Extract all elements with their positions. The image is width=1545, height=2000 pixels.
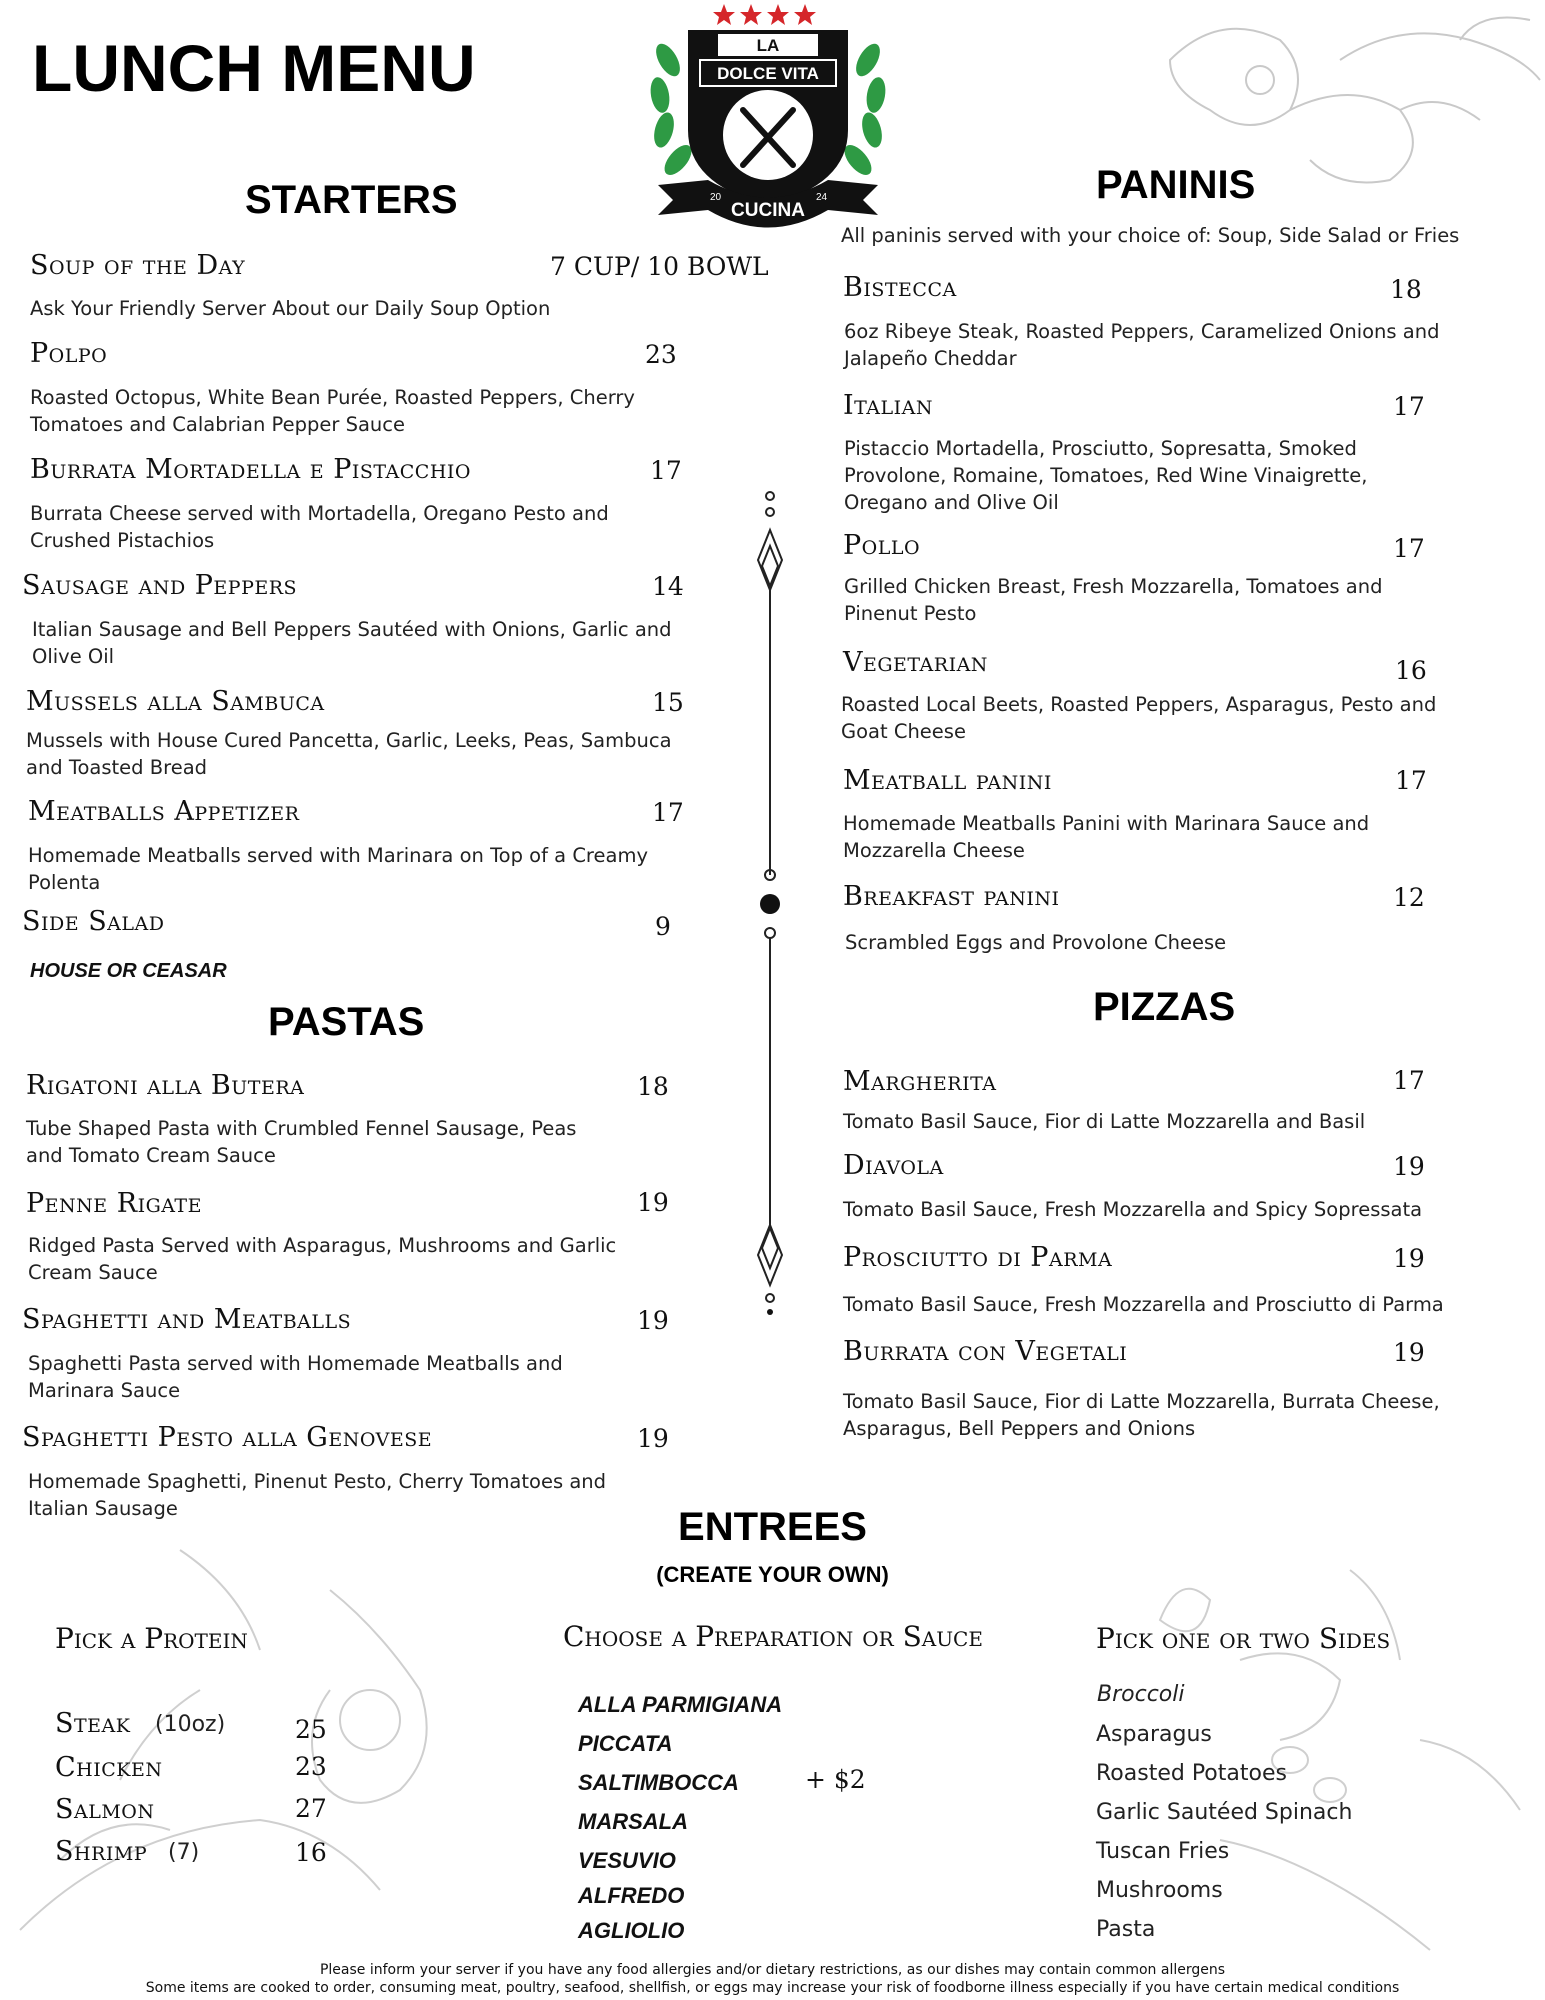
starter-item-price: 15 (652, 688, 684, 717)
preparation-item: ALFREDO (578, 1883, 685, 1908)
pasta-item-name: Rigatoni alla Butera (26, 1070, 305, 1101)
panini-item-price: 17 (1393, 534, 1425, 563)
pizza-item-price: 17 (1393, 1066, 1425, 1095)
protein-item-name: Steak (55, 1708, 131, 1739)
preparation-item: VESUVIO (578, 1848, 676, 1873)
pizza-item-price: 19 (1393, 1338, 1425, 1367)
panini-item-name: Breakfast panini (843, 881, 1060, 912)
paninis-note: All paninis served with your choice of: Soup, Side Salad or Fries (841, 224, 1460, 247)
side-salad-options: HOUSE OR CEASAR (30, 960, 227, 982)
preparation-item: PICCATA (578, 1731, 673, 1756)
allergen-notice: Please inform your server if you have any food allergies and/or dietary restrictions, as our dishes may contain common allergens (319, 1962, 1226, 1978)
protein-item-note: (7) (168, 1840, 200, 1865)
preparation-heading: Choose a Preparation or Sauce (563, 1620, 983, 1653)
starter-item-name: Soup of the Day (30, 250, 246, 281)
protein-item-name: Shrimp (55, 1836, 148, 1867)
pizza-item-desc: Tomato Basil Sauce, Fior di Latte Mozzarella, Burrata Cheese, Asparagus, Bell Peppers and Onions (843, 1390, 1440, 1440)
protein-item-price: 23 (295, 1752, 327, 1781)
panini-item-price: 17 (1393, 392, 1425, 421)
panini-item-desc: Grilled Chicken Breast, Fresh Mozzarella, Tomatoes and Pinenut Pesto (844, 575, 1383, 625)
logo-year-left: 20 (710, 192, 722, 203)
starters-heading: STARTERS (245, 178, 458, 222)
floral-decoration-bottom-left (0, 1530, 520, 1970)
sides-heading: Pick one or two Sides (1096, 1622, 1391, 1655)
entrees-heading: ENTREES (678, 1505, 867, 1549)
preparation-item: AGLIOLIO (578, 1918, 685, 1943)
pizza-item-name: Prosciutto di Parma (843, 1242, 1113, 1273)
logo-year-right: 24 (816, 192, 828, 203)
logo-top-text: LA (756, 36, 780, 55)
protein-item-price: 16 (295, 1838, 327, 1867)
starter-item-name: Polpo (30, 338, 108, 369)
paninis-heading: PANINIS (1096, 163, 1256, 207)
foodborne-illness-notice: Some items are cooked to order, consuming meat, poultry, seafood, shellfish, or eggs may increase your risk of foodborne illness especially if you have certain medical conditions (145, 1980, 1400, 1996)
pizza-item-price: 19 (1393, 1244, 1425, 1273)
panini-item-desc: Pistaccio Mortadella, Prosciutto, Sopresatta, Smoked Provolone, Romaine, Tomatoes, Red Wine Vinaigrette, Oregano and Olive Oil (844, 437, 1368, 514)
panini-item-price: 16 (1395, 656, 1427, 685)
entrees-subheading: (CREATE YOUR OWN) (656, 1562, 889, 1587)
saltimbocca-upcharge: + $2 (805, 1765, 866, 1794)
logo-stars-icon (713, 4, 816, 25)
starter-item-name: Side Salad (22, 906, 165, 937)
pasta-item-desc: Spaghetti Pasta served with Homemade Meatballs and Marinara Sauce (28, 1352, 563, 1402)
starter-item-name: Sausage and Peppers (22, 570, 298, 601)
side-item: Broccoli (1097, 1682, 1185, 1707)
preparation-item: MARSALA (578, 1809, 688, 1834)
pasta-item-name: Penne Rigate (26, 1188, 202, 1219)
starter-item-desc: Italian Sausage and Bell Peppers Sautéed with Onions, Garlic and Olive Oil (32, 618, 672, 668)
logo-bottom-text: CUCINA (731, 200, 805, 221)
panini-item-name: Bistecca (843, 272, 957, 303)
side-item: Mushrooms (1096, 1878, 1223, 1903)
side-item: Asparagus (1096, 1722, 1212, 1747)
protein-item-name: Chicken (55, 1752, 163, 1783)
pizza-item-desc: Tomato Basil Sauce, Fresh Mozzarella and Spicy Sopressata (843, 1198, 1423, 1221)
starter-item-desc: Roasted Octopus, White Bean Purée, Roasted Peppers, Cherry Tomatoes and Calabrian Pepper Sauce (30, 386, 635, 436)
pasta-item-desc: Ridged Pasta Served with Asparagus, Mushrooms and Garlic Cream Sauce (28, 1234, 617, 1284)
panini-item-desc: Scrambled Eggs and Provolone Cheese (845, 931, 1227, 954)
panini-item-name: Meatball panini (843, 765, 1052, 796)
starter-item-price: 17 (652, 798, 684, 827)
side-item: Garlic Sautéed Spinach (1096, 1800, 1353, 1825)
pizza-item-desc: Tomato Basil Sauce, Fresh Mozzarella and Prosciutto di Parma (843, 1293, 1444, 1316)
side-item: Tuscan Fries (1096, 1839, 1230, 1864)
starter-item-desc: Homemade Meatballs served with Marinara on Top of a Creamy Polenta (28, 844, 649, 894)
protein-item-note: (10oz) (155, 1712, 226, 1737)
pizza-item-name: Margherita (843, 1066, 997, 1097)
menu-title: LUNCH MENU (32, 31, 476, 105)
panini-item-price: 12 (1393, 883, 1425, 912)
restaurant-logo (648, 0, 888, 250)
starter-item-price: 9 (655, 912, 671, 941)
panini-item-desc: 6oz Ribeye Steak, Roasted Peppers, Caramelized Onions and Jalapeño Cheddar (844, 320, 1440, 370)
logo-name-text: DOLCE VITA (717, 64, 819, 83)
protein-item-price: 25 (295, 1715, 327, 1744)
pasta-item-desc: Tube Shaped Pasta with Crumbled Fennel Sausage, Peas and Tomato Cream Sauce (26, 1117, 577, 1167)
pasta-item-price: 19 (637, 1188, 669, 1217)
starter-item-price: 23 (645, 340, 677, 369)
starter-item-name: Meatballs Appetizer (28, 796, 300, 827)
starter-item-name: Mussels alla Sambuca (26, 686, 325, 717)
pasta-item-name: Spaghetti and Meatballs (22, 1304, 352, 1335)
starter-item-desc: Burrata Cheese served with Mortadella, Oregano Pesto and Crushed Pistachios (30, 502, 609, 552)
protein-heading: Pick a Protein (55, 1622, 248, 1655)
panini-item-price: 17 (1395, 766, 1427, 795)
pasta-item-name: Spaghetti Pesto alla Genovese (22, 1422, 433, 1453)
starter-item-price: 7 CUP/ 10 BOWL (550, 252, 769, 281)
starter-item-desc: Ask Your Friendly Server About our Daily Soup Option (30, 297, 551, 320)
pizza-item-name: Burrata con Vegetali (843, 1336, 1128, 1367)
protein-item-price: 27 (295, 1794, 327, 1823)
floral-decoration-bottom-right (1100, 1540, 1545, 1970)
center-divider (750, 490, 790, 1320)
panini-item-desc: Roasted Local Beets, Roasted Peppers, Asparagus, Pesto and Goat Cheese (841, 693, 1437, 743)
pasta-item-desc: Homemade Spaghetti, Pinenut Pesto, Cherry Tomatoes and Italian Sausage (28, 1470, 607, 1520)
panini-item-name: Pollo (843, 530, 921, 561)
pasta-item-price: 19 (637, 1424, 669, 1453)
pizzas-heading: PIZZAS (1093, 985, 1236, 1029)
panini-item-name: Italian (843, 390, 933, 421)
pasta-item-price: 18 (637, 1072, 669, 1101)
pizza-item-price: 19 (1393, 1152, 1425, 1181)
starter-item-desc: Mussels with House Cured Pancetta, Garlic, Leeks, Peas, Sambuca and Toasted Bread (26, 729, 672, 779)
starter-item-price: 14 (652, 572, 684, 601)
side-item: Pasta (1096, 1917, 1156, 1942)
pizza-item-desc: Tomato Basil Sauce, Fior di Latte Mozzarella and Basil (843, 1110, 1366, 1133)
protein-item-name: Salmon (55, 1794, 155, 1825)
pasta-item-price: 19 (637, 1306, 669, 1335)
preparation-item: SALTIMBOCCA (578, 1770, 739, 1795)
panini-item-name: Vegetarian (843, 647, 988, 678)
panini-item-desc: Homemade Meatballs Panini with Marinara Sauce and Mozzarella Cheese (843, 812, 1370, 862)
starter-item-name: Burrata Mortadella e Pistacchio (30, 454, 471, 485)
starter-item-price: 17 (650, 456, 682, 485)
pizza-item-name: Diavola (843, 1150, 944, 1181)
preparation-item: ALLA PARMIGIANA (578, 1692, 783, 1717)
panini-item-price: 18 (1390, 275, 1422, 304)
pastas-heading: PASTAS (268, 1000, 425, 1044)
side-item: Roasted Potatoes (1096, 1761, 1287, 1786)
